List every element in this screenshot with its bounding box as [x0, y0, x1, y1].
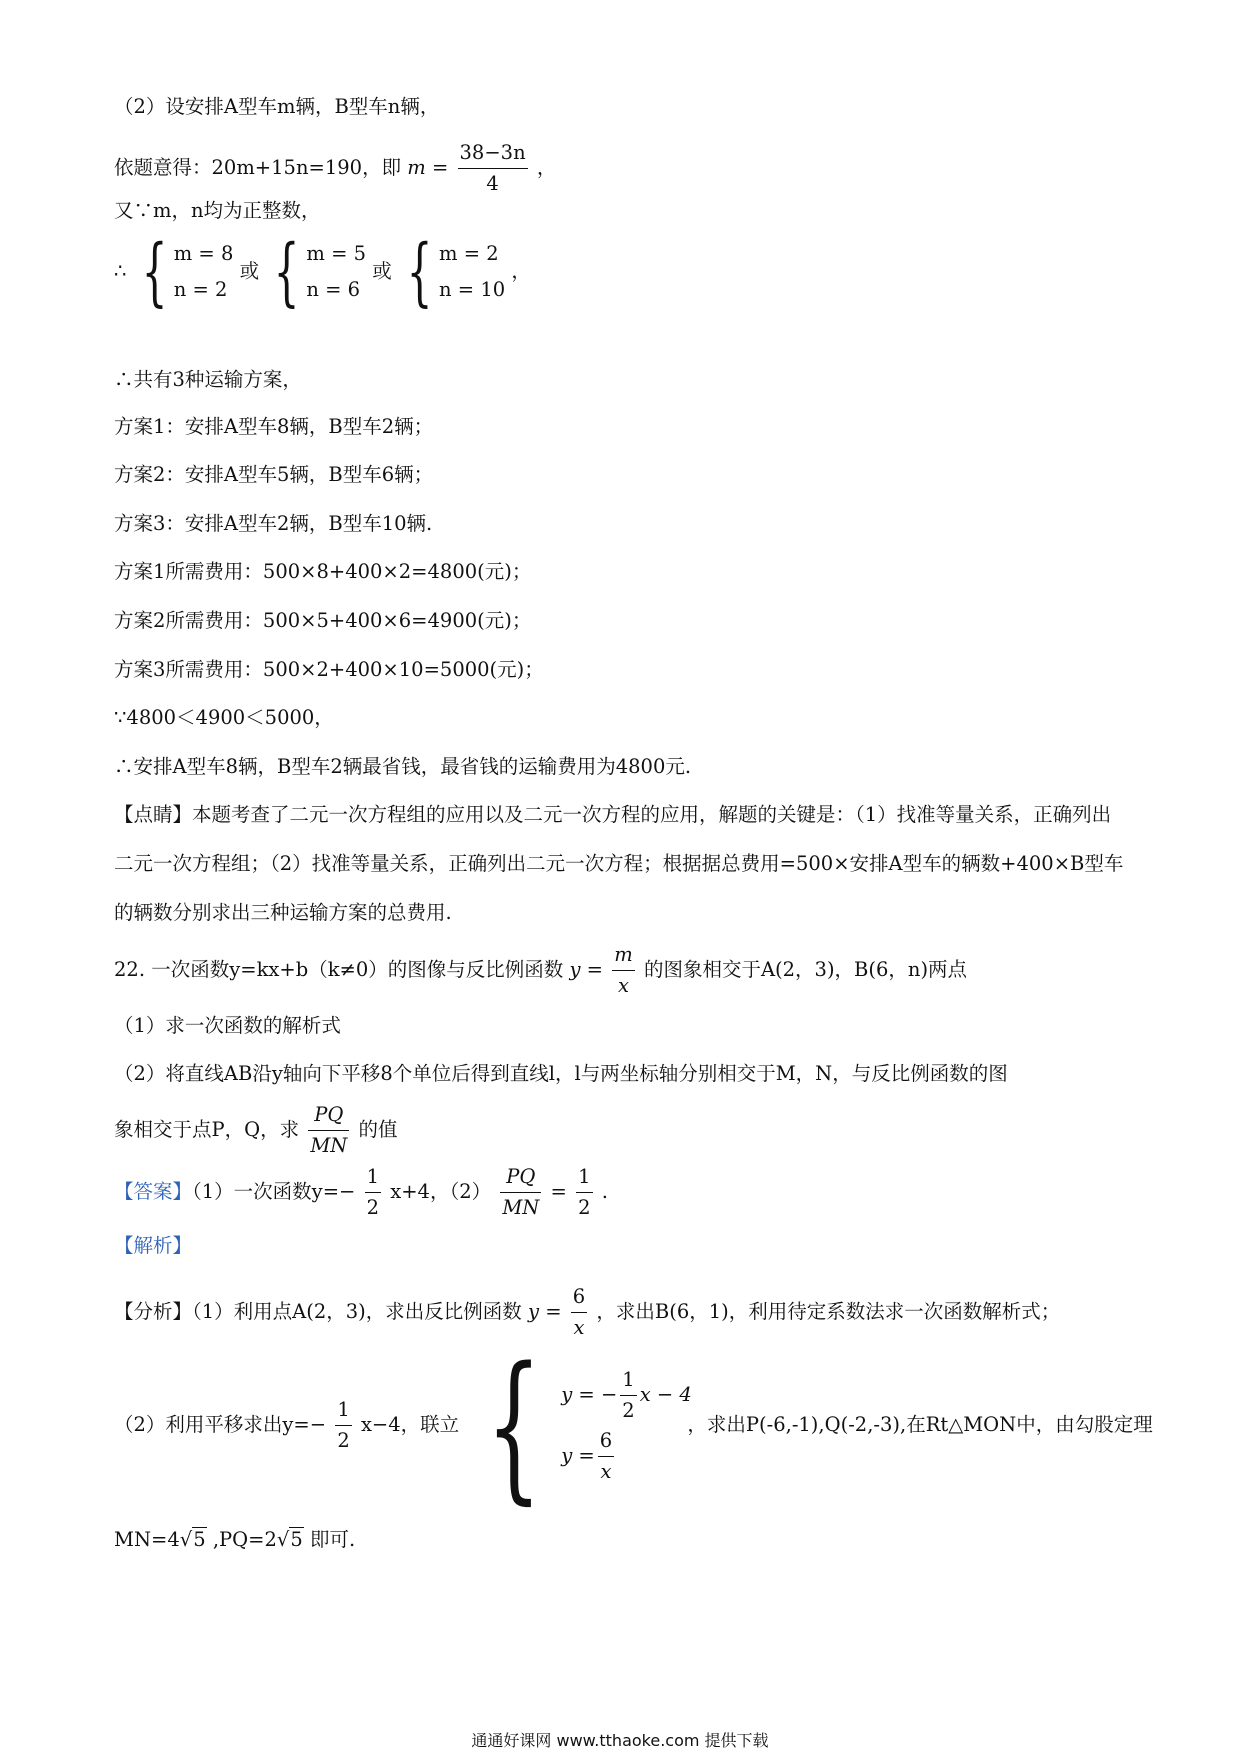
numerator: 1: [335, 1395, 351, 1426]
dianjing-paragraph: 【点睛】本题考查了二元一次方程组的应用以及二元一次方程的应用，解题的关键是：（1）找准等量关系，正确列出二元一次方程组；（2）找准等量关系，正确列出二元一次方程；根据据总费用=500×安排A型车的辆数+400×B型车的辆数分别求出三种运输方案的总费用.: [114, 803, 1124, 924]
period: .: [601, 1180, 608, 1203]
eq: n = 6: [306, 278, 361, 301]
radicand: 5: [290, 1528, 303, 1551]
comma: ，: [536, 156, 557, 179]
therefore: ∴: [114, 259, 127, 283]
question-22-part-2-line-1: （2）将直线AB沿y轴向下平移8个单位后得到直线l，l与两坐标轴分别相交于M，N，与反比例函数的图: [114, 1062, 1008, 1085]
line-11: 方案3所需费用：500×2+400×10=5000(元)；: [114, 658, 544, 681]
numerator: 1: [576, 1162, 592, 1193]
brace-3: {: [406, 229, 433, 315]
text: 即可.: [309, 1528, 356, 1551]
answer-line: 【答案】（1）一次函数y=− $\frac{1}{2}$ x+4，（2） $\frac{PQ}{MN}$ = $\frac{1}{2}$ .: [114, 1162, 608, 1223]
fraction-half-2: [335, 1395, 351, 1456]
comma: ，: [511, 259, 531, 283]
denominator: 4: [486, 172, 499, 195]
numerator: m: [612, 940, 635, 971]
line-13: ∴安排A型车8辆，B型车2辆最省钱，最省钱的运输费用为4800元.: [114, 755, 692, 778]
footer: 通通好课网 www.tthaoke.com 提供下载: [471, 1731, 769, 1750]
fraction-half: [365, 1162, 381, 1223]
denominator: x: [617, 974, 629, 997]
line-7: 方案2：安排A型车5辆，B型车6辆；: [114, 463, 434, 486]
text: 的图象相交于A(2，3)，B(6，n)两点: [643, 958, 968, 981]
radicand: 5: [193, 1528, 206, 1551]
eq: y =: [561, 1443, 595, 1467]
y-equals: y =: [569, 958, 604, 981]
fraction-m-over-x: [612, 940, 635, 1001]
numerator: PQ: [500, 1162, 541, 1193]
denominator: 2: [337, 1429, 350, 1452]
eq: y = −: [561, 1382, 618, 1406]
fraction-6-over-x: [571, 1282, 587, 1343]
eq: n = 10: [439, 278, 506, 301]
numerator: 38−3n: [458, 138, 528, 169]
line-10: 方案2所需费用：500×5+400×6=4900(元)；: [114, 609, 532, 632]
text: x+4，（2）: [390, 1180, 492, 1203]
text: ，求出P(-6,-1),Q(-2,-3),在Rt△MON中，由勾股定理: [687, 1413, 1153, 1436]
line-8: 方案3：安排A型车2辆，B型车10辆.: [114, 512, 433, 535]
line-4: [114, 229, 531, 315]
denominator: x: [573, 1316, 585, 1339]
jiexi-label: 【解析】: [114, 1234, 193, 1257]
line-6: 方案1：安排A型车8辆，B型车2辆；: [114, 415, 434, 438]
last-line: [114, 1524, 355, 1556]
question-22-part-1: （1）求一次函数的解析式: [114, 1014, 341, 1037]
analysis-line-2: [114, 1331, 1153, 1519]
radical: √: [179, 1528, 193, 1551]
y-equals: y =: [527, 1300, 562, 1323]
brace-4: {: [486, 1331, 543, 1519]
line-1: （2）设安排A型车m辆，B型车n辆，: [114, 95, 440, 118]
fraction-pq-over-mn: [308, 1100, 349, 1161]
text: 22. 一次函数y=kx+b（k≠0）的图像与反比例函数: [114, 958, 564, 981]
question-22-part-2-line-2: [114, 1100, 398, 1161]
text: （1）一次函数y=−: [192, 1180, 356, 1203]
denominator: x: [600, 1459, 612, 1483]
or: 或: [239, 259, 260, 283]
fraction: [598, 1426, 614, 1487]
line-2: [114, 138, 556, 199]
answer-label: 【答案】: [114, 1180, 193, 1203]
line-5: ∴共有3种运输方案，: [114, 368, 302, 391]
text: 依题意得：20m+15n=190，即: [114, 156, 402, 179]
line-12: ∵4800＜4900＜5000，: [114, 706, 334, 729]
eq: m = 5: [306, 242, 367, 265]
eq: m = 8: [173, 242, 234, 265]
line-3: 又∵m，n均为正整数，: [114, 199, 321, 222]
system-3: [439, 236, 505, 308]
numerator: 6: [598, 1426, 614, 1457]
text: （2）利用平移求出y=−: [114, 1413, 327, 1436]
text: ,PQ=2: [212, 1528, 277, 1551]
brace-2: {: [273, 229, 300, 315]
eq: m = 2: [439, 242, 499, 265]
text: MN=4: [114, 1528, 180, 1551]
fraction-half-answer: [576, 1162, 592, 1223]
fraction-pq-over-mn-answer: [500, 1162, 541, 1223]
question-22: [114, 940, 967, 1001]
eq: x − 4: [639, 1382, 692, 1406]
denominator: 2: [578, 1196, 591, 1219]
numerator: PQ: [308, 1100, 349, 1131]
radical: √: [276, 1528, 290, 1551]
sqrt-5: [277, 1524, 304, 1556]
text: 【分析】（1）利用点A(2，3)，求出反比例函数: [114, 1300, 522, 1323]
system-1: [174, 236, 234, 308]
numerator: 6: [571, 1282, 587, 1313]
text: x−4，联立: [360, 1413, 460, 1436]
system-2: [306, 236, 366, 308]
m-equals: m =: [407, 156, 449, 179]
denominator: MN: [310, 1134, 348, 1157]
text: ，求出B(6，1)，利用待定系数法求一次函数解析式；: [596, 1300, 1061, 1323]
eq-line: [561, 1426, 681, 1487]
or: 或: [372, 259, 392, 283]
fraction: [620, 1365, 636, 1426]
denominator: MN: [502, 1196, 540, 1219]
sqrt-5: [180, 1524, 207, 1556]
numerator: 1: [620, 1365, 636, 1396]
numerator: 1: [365, 1162, 381, 1193]
eq-line: [561, 1365, 692, 1426]
brace-1: {: [141, 229, 168, 315]
text: 的值: [358, 1118, 398, 1141]
text: 象相交于点P，Q，求: [114, 1118, 300, 1141]
fraction-m: [458, 138, 528, 199]
analysis-line-1: [114, 1282, 1060, 1343]
system-4: [561, 1365, 692, 1487]
line-9: 方案1所需费用：500×8+400×2=4800(元)；: [114, 560, 532, 583]
denominator: 2: [366, 1196, 379, 1219]
eq: n = 2: [173, 278, 228, 301]
denominator: 2: [622, 1398, 635, 1422]
